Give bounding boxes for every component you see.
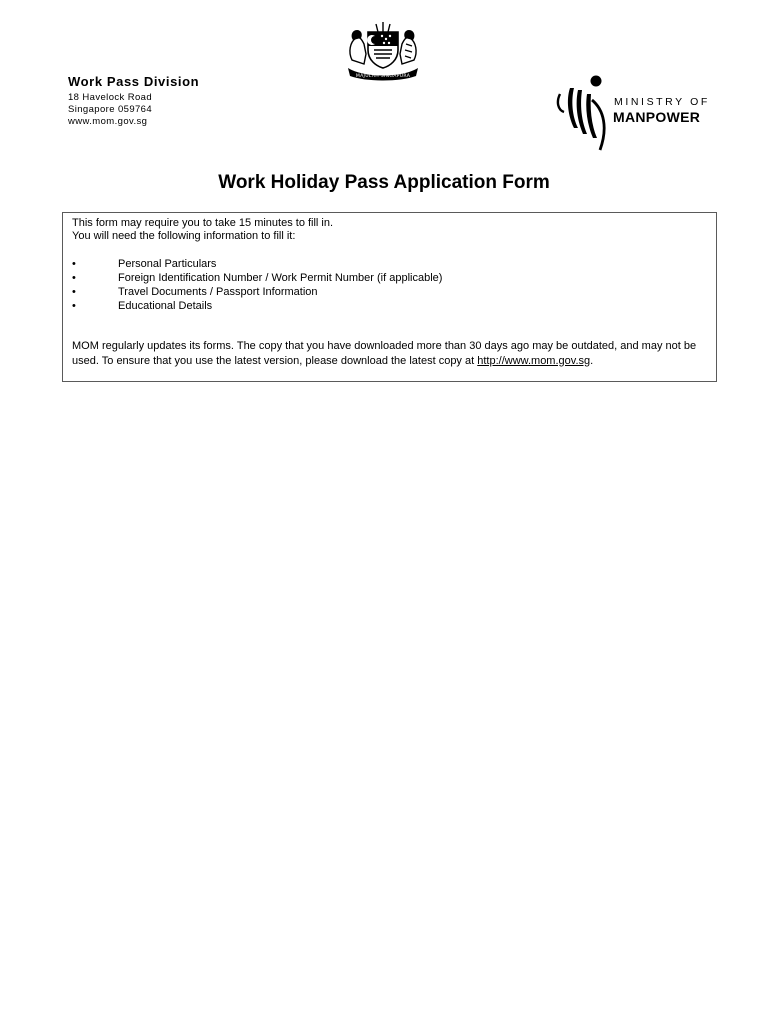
address-line-2: Singapore 059764: [68, 104, 153, 115]
crest-motto: MAJULAH SINGAPURA: [355, 74, 411, 79]
logo-line-ministry-of: MINISTRY OF: [614, 96, 710, 108]
list-item: [72, 299, 710, 313]
mom-figure-logo-icon: [556, 72, 616, 154]
bullet-icon: •: [72, 272, 76, 284]
logo-line-manpower: MANPOWER: [613, 109, 701, 125]
address-line-1: 18 Havelock Road: [68, 92, 153, 103]
website-text: www.mom.gov.sg: [68, 116, 148, 127]
division-title: Work Pass Division: [68, 74, 200, 89]
list-item-label: Travel Documents / Passport Information: [118, 286, 318, 298]
division-address-block: [68, 75, 199, 128]
bullet-icon: •: [72, 258, 76, 270]
list-item-label: Personal Particulars: [118, 258, 217, 270]
mom-website-link[interactable]: http://www.mom.gov.sg: [477, 354, 591, 367]
outdated-form-notice: [72, 339, 710, 368]
form-title: Work Holiday Pass Application Form: [218, 172, 550, 193]
info-intro-line-2: You will need the following information to fill it:: [72, 230, 296, 242]
info-box: [62, 212, 717, 382]
ministry-of-manpower-logo: [556, 72, 716, 154]
list-item: [72, 285, 710, 299]
bullet-icon: •: [72, 286, 76, 298]
singapore-crest-icon: [344, 20, 422, 82]
required-info-list: [72, 257, 710, 313]
bullet-icon: •: [72, 300, 76, 312]
notice-text: MOM regularly updates its forms. The copy that you have downloaded more than 30 days ago may be outdated, and may not be used. To ensure that you use the latest version, please download the latest copy at: [72, 340, 697, 367]
list-item-label: Educational Details: [118, 300, 213, 312]
notice-end: .: [590, 354, 594, 367]
info-intro-line-1: This form may require you to take 15 minutes to fill in.: [72, 217, 334, 229]
list-item-label: Foreign Identification Number / Work Permit Number (if applicable): [118, 272, 443, 284]
list-item: [72, 271, 710, 285]
list-item: [72, 257, 710, 271]
